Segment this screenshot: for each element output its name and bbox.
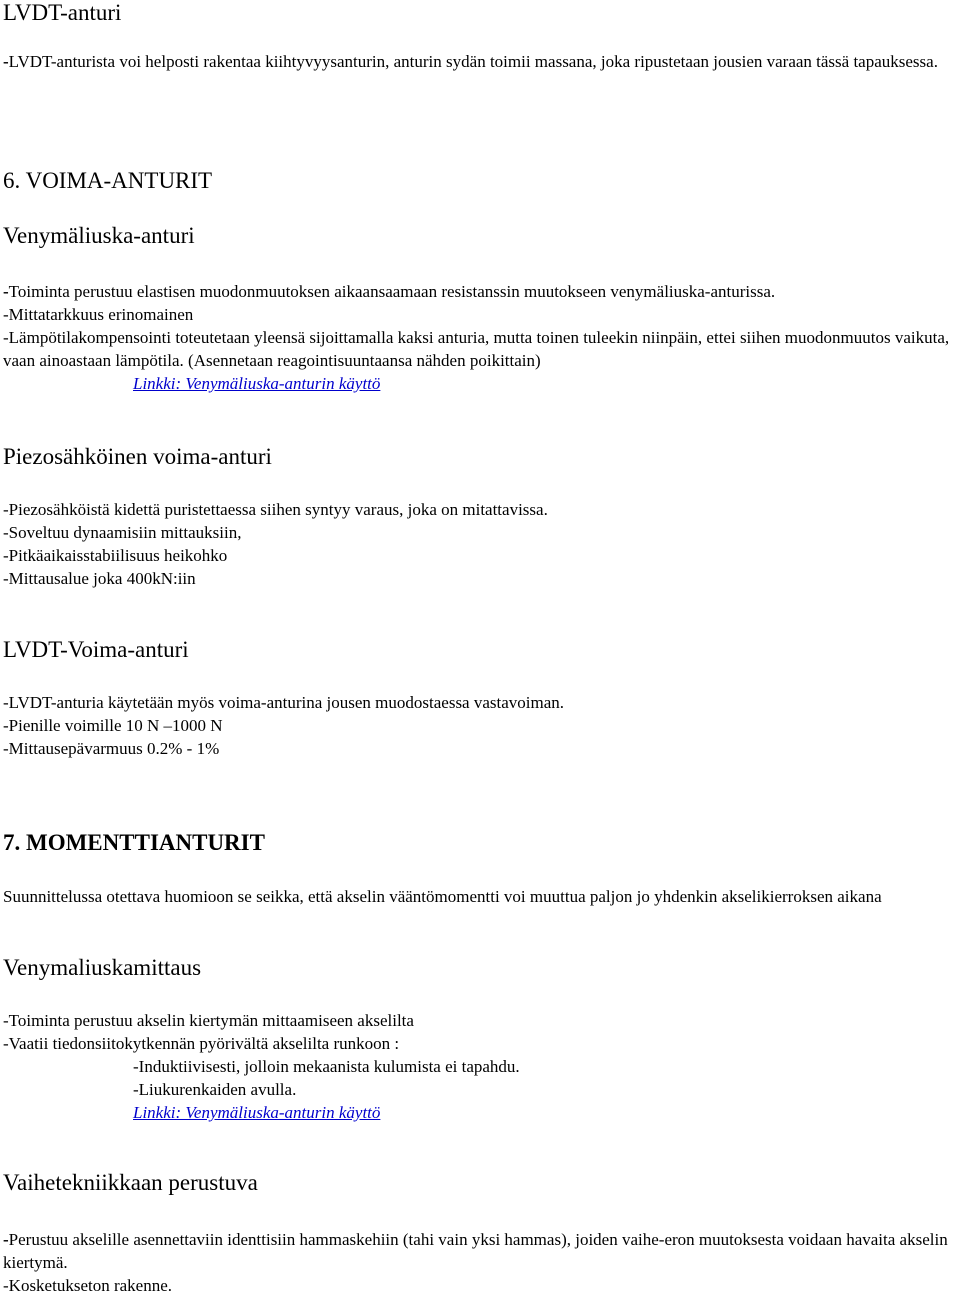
piezo-heading: Piezosähköinen voima-anturi [3, 444, 272, 469]
strain-gauge-text [3, 280, 955, 395]
strain-measure-heading: Venymaliuskamittaus [3, 955, 202, 980]
text-line: -Liukurenkaiden avulla. [133, 1080, 297, 1099]
section-7-heading: 7. MOMENTTIANTURIT [3, 830, 265, 855]
text-line: -Mittatarkkuus erinomainen [3, 305, 194, 324]
phase-text [3, 1228, 955, 1297]
text-line: -Mittausepävarmuus 0.2% - 1% [3, 739, 220, 758]
text-line: -Kosketukseton rakenne. [3, 1276, 173, 1295]
lvdt-force-list [3, 691, 955, 760]
link-row [3, 372, 955, 395]
text-line: -Lämpötilakompensointi toteutetaan yleensä sijoittamalla kaksi anturia, mutta toinen tuleekin niinpäin, ettei siihen muodonmuutos vaikuta, vaan ainoastaan lämpötila. (Asennetaan reagointisuuntaansa nähden poikittain) [3, 328, 950, 370]
strain-gauge-heading: Venymäliuska-anturi [3, 223, 195, 248]
text-line: -LVDT-anturia käytetään myös voima-anturina jousen muodostaessa vastavoiman. [3, 693, 565, 712]
section-6-heading: 6. VOIMA-ANTURIT [3, 168, 213, 193]
strain-gauge-link-2[interactable]: Linkki: Venymäliuska-anturin käyttö [133, 1103, 381, 1122]
text-line: -Induktiivisesti, jolloin mekaanista kulumista ei tapahdu. [133, 1057, 520, 1076]
strain-gauge-link[interactable]: Linkki: Venymäliuska-anturin käyttö [133, 374, 381, 393]
text-line: -Toiminta perustuu akselin kiertymän mittaamiseen akselilta [3, 1011, 414, 1030]
text-line: -Pitkäaikaisstabiilisuus heikohko [3, 546, 228, 565]
text-line: -Perustuu akselille asennettaviin identtisiin hammaskehiin (tahi vain yksi hammas), joiden vaihe-eron muutoksesta voidaan havaita akselin kiertymä. [3, 1230, 948, 1272]
strain-measure-list [3, 1009, 955, 1124]
dash: - [3, 52, 9, 71]
text-line: -Toiminta perustuu elastisen muodonmuutoksen aikaansaamaan resistanssin muutokseen venymäliuska-anturissa. [3, 282, 776, 301]
piezo-list [3, 498, 955, 590]
link-row [3, 1101, 955, 1124]
dash: - [3, 282, 9, 301]
text-line: -Mittausalue joka 400kN:iin [3, 569, 196, 588]
text-line: -Piezosähköistä kidettä puristettaessa siihen syntyy varaus, joka on mitattavissa. [3, 500, 548, 519]
lvdt-force-heading: LVDT-Voima-anturi [3, 637, 189, 662]
section-7-intro: Suunnittelussa otettava huomioon se seikka, että akselin vääntömomentti voi muuttua paljon jo yhdenkin akselikierroksen aikana [3, 887, 882, 906]
text-line: -Pienille voimille 10 N –1000 N [3, 716, 223, 735]
dash: - [3, 1230, 9, 1249]
lvdt-heading: LVDT-anturi [3, 0, 122, 25]
phase-heading: Vaihetekniikkaan perustuva [3, 1170, 258, 1195]
lvdt-text: LVDT-anturista voi helposti rakentaa kiihtyvyysanturin, anturin sydän toimii massana, joka ripustetaan jousien varaan tässä tapauksessa. [8, 52, 938, 71]
text-line: -Vaatii tiedonsiitokytkennän pyörivältä akselilta runkoon : [3, 1034, 400, 1053]
lvdt-paragraph [3, 50, 955, 73]
text-line: -Soveltuu dynaamisiin mittauksiin, [3, 523, 242, 542]
